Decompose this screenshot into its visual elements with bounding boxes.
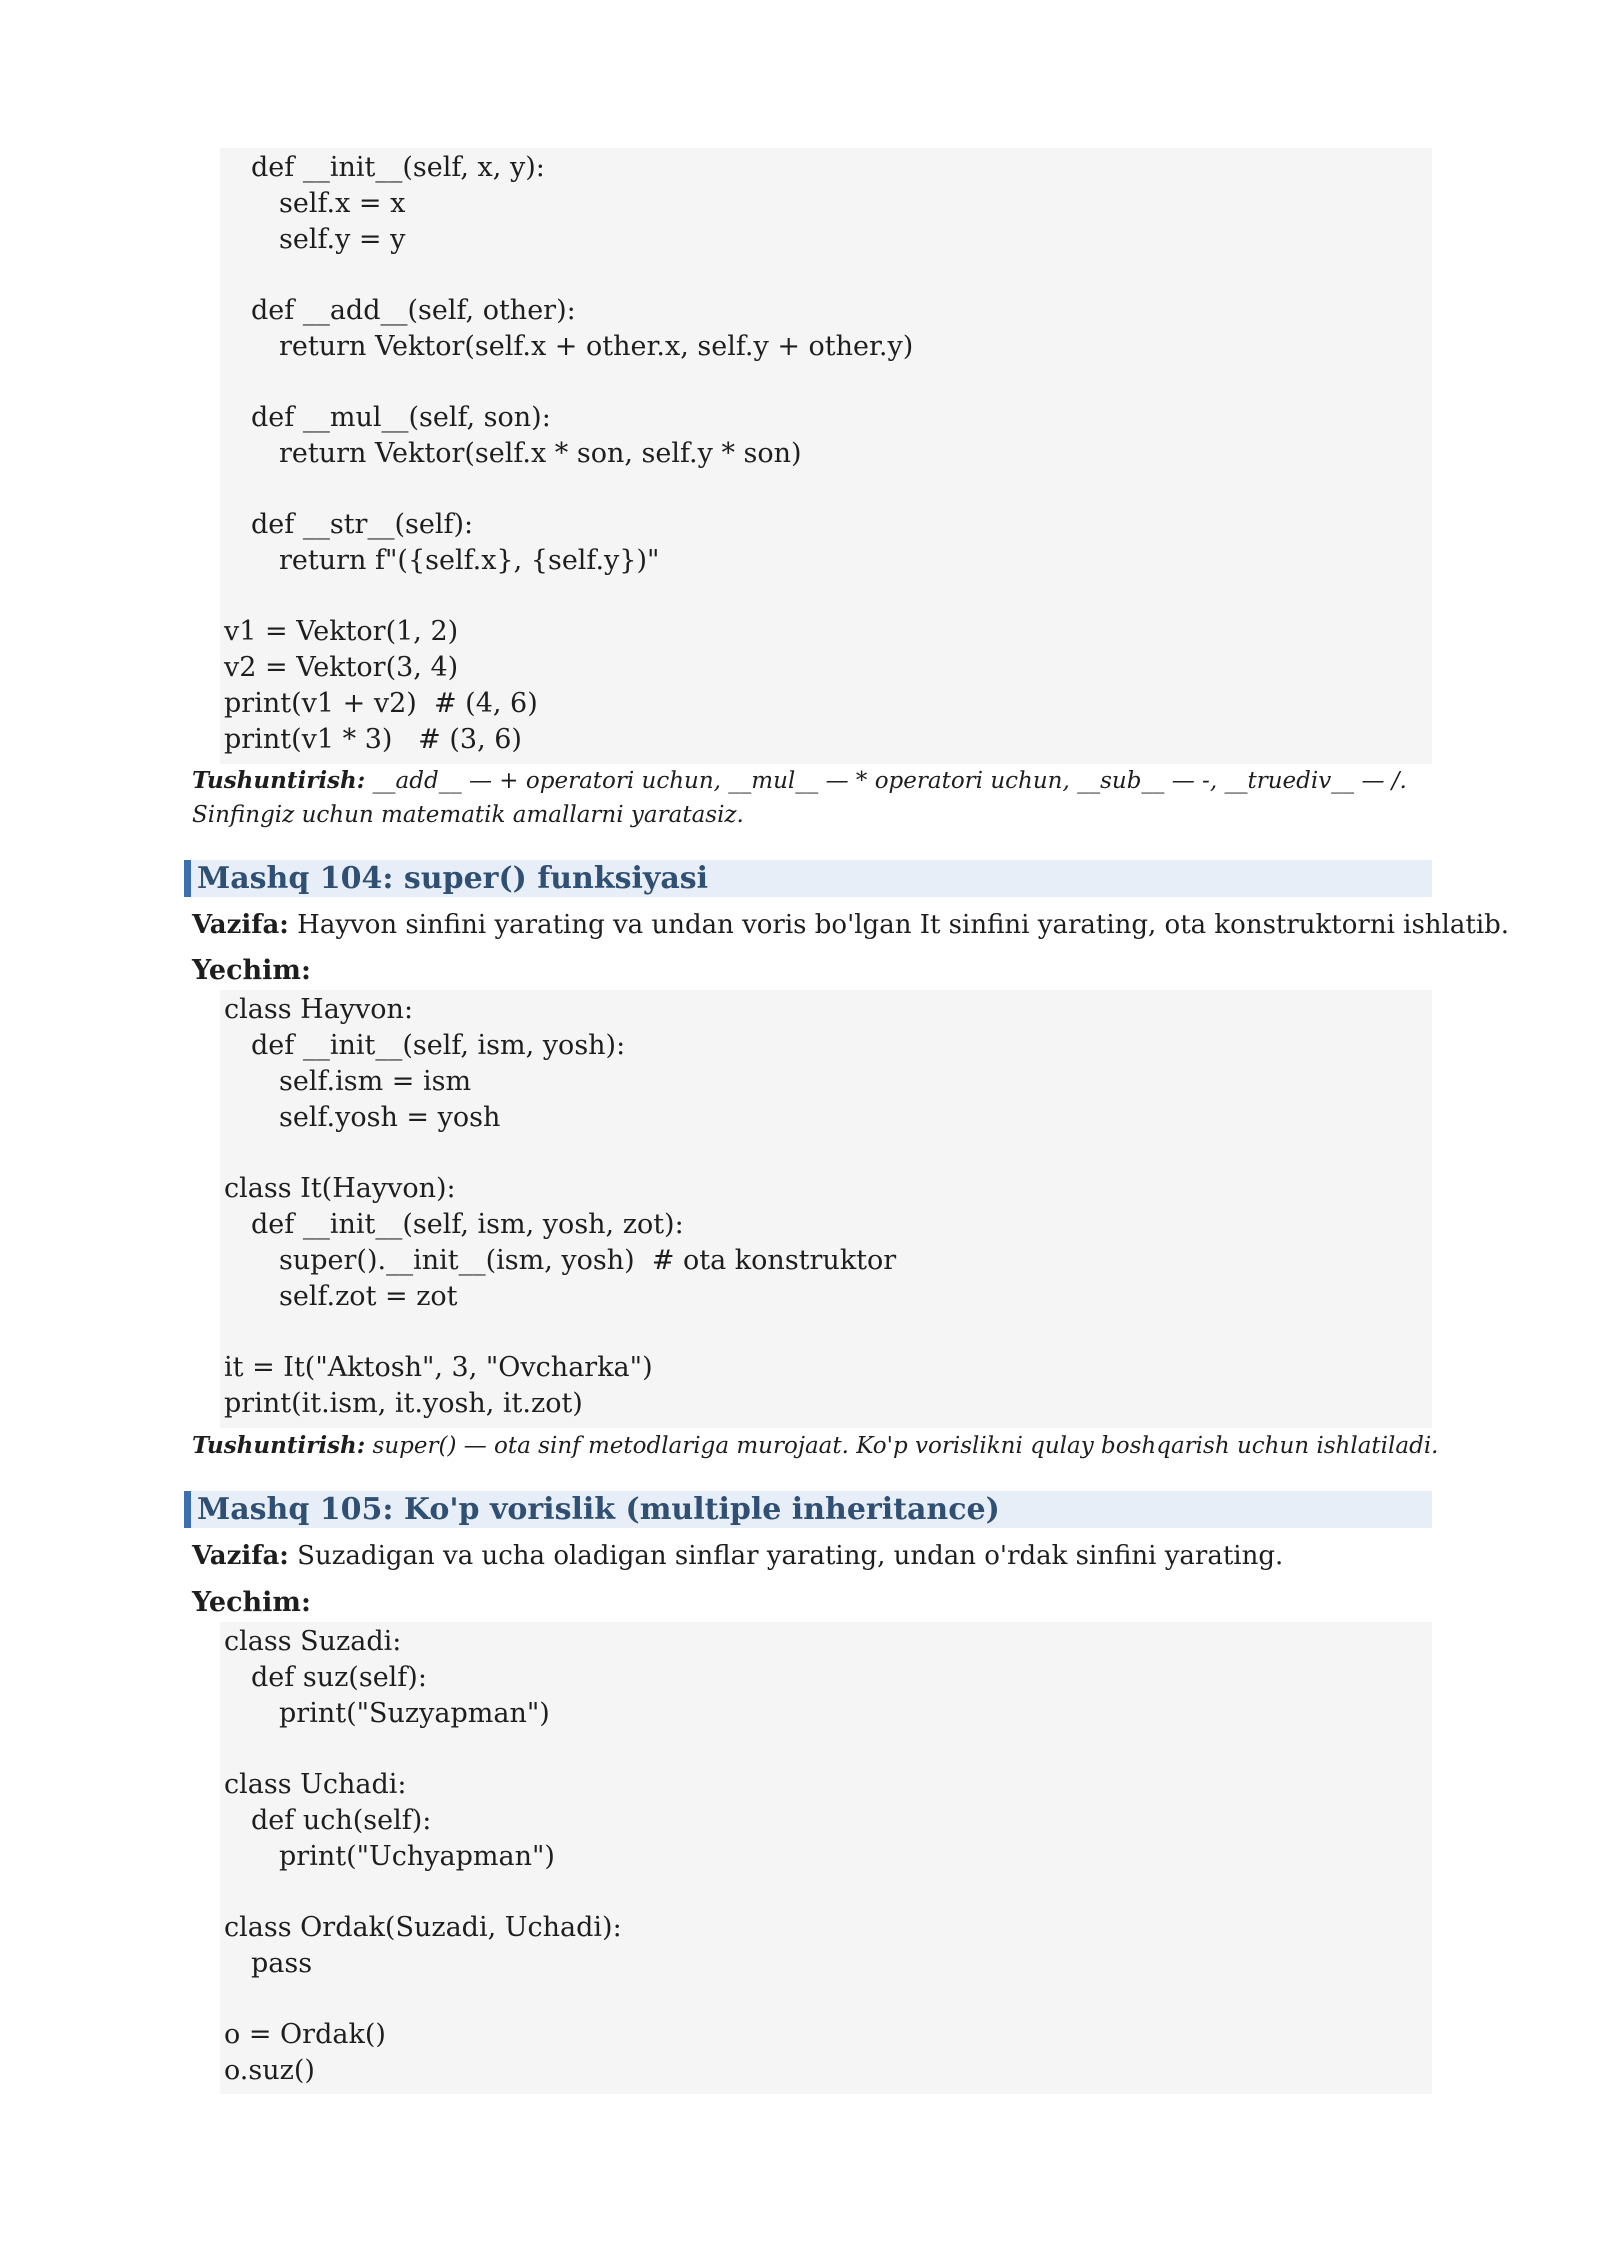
code-line: def uch(self): [251, 1805, 432, 1836]
code-line: o.suz() [224, 2055, 315, 2086]
solution-label: Yechim: [192, 955, 311, 986]
explanation-text: super() — ota sinf metodlariga murojaat. Ko'p vorislikni qulay boshqarish uchun ishlatiladi. [372, 1433, 1439, 1459]
code-line: o = Ordak() [224, 2019, 386, 2050]
code-line: return Vektor(self.x * son, self.y * son) [279, 438, 802, 469]
task-label: Vazifa: [192, 910, 289, 940]
explanation-text: __add__ — + operatori uchun, __mul__ — * operatori uchun, __sub__ — -, __truediv__ — /. [372, 768, 1407, 794]
code-line: def __init__(self, x, y): [251, 152, 545, 183]
code-line: self.yosh = yosh [279, 1102, 501, 1133]
code-line: def __str__(self): [251, 509, 474, 540]
code-line: print(v1 * 3) # (3, 6) [224, 724, 522, 755]
code-line: class Hayvon: [224, 994, 414, 1025]
code-line: class Ordak(Suzadi, Uchadi): [224, 1912, 622, 1943]
task-label: Vazifa: [192, 1541, 289, 1571]
code-line: v2 = Vektor(3, 4) [224, 652, 459, 683]
code-line: print("Uchyapman") [279, 1841, 555, 1872]
code-line: return Vektor(self.x + other.x, self.y + other.y) [279, 331, 914, 362]
code-line: print(v1 + v2) # (4, 6) [224, 688, 538, 719]
code-line: self.ism = ism [279, 1066, 472, 1097]
code-line: print("Suzyapman") [279, 1698, 550, 1729]
task-text: Hayvon sinfini yarating va undan voris bo'lgan It sinfini yarating, ota konstruktorni ishlatib. [297, 910, 1510, 940]
code-line: v1 = Vektor(1, 2) [224, 616, 459, 647]
code-line: pass [251, 1948, 313, 1979]
solution-label: Yechim: [192, 1587, 311, 1618]
explanation-label: Tushuntirish: [192, 1432, 366, 1459]
exercise-104-task [192, 908, 1509, 942]
code-line: self.y = y [279, 224, 406, 255]
code-line: print(it.ism, it.yosh, it.zot) [224, 1388, 583, 1419]
code-line: def suz(self): [251, 1662, 427, 1693]
code-line: def __init__(self, ism, yosh): [251, 1030, 626, 1061]
code-line: return f"({self.x}, {self.y})" [279, 545, 660, 576]
task-text: Suzadigan va ucha oladigan sinflar yarating, undan o'rdak sinfini yarating. [297, 1541, 1284, 1571]
code-line: super().__init__(ism, yosh) # ota konstruktor [279, 1245, 897, 1276]
explanation-label: Tushuntirish: [192, 767, 366, 794]
explanation-note [192, 764, 1407, 798]
code-line: it = It("Aktosh", 3, "Ovcharka") [224, 1352, 653, 1383]
code-line: class Suzadi: [224, 1626, 402, 1657]
code-line: self.x = x [279, 188, 406, 219]
exercise-105-heading: Mashq 105: Ko'p vorislik (multiple inheritance) [184, 1491, 1432, 1528]
code-line: def __init__(self, ism, yosh, zot): [251, 1209, 684, 1240]
code-line: class It(Hayvon): [224, 1173, 456, 1204]
code-line: class Uchadi: [224, 1769, 407, 1800]
code-line: def __mul__(self, son): [251, 402, 551, 433]
code-line: def __add__(self, other): [251, 295, 576, 326]
exercise-104-heading: Mashq 104: super() funksiyasi [184, 860, 1432, 897]
code-line: self.zot = zot [279, 1281, 458, 1312]
explanation-note [192, 1429, 1438, 1463]
explanation-note-line2: Sinfingiz uchun matematik amallarni yaratasiz. [192, 802, 744, 828]
exercise-105-task [192, 1539, 1283, 1573]
